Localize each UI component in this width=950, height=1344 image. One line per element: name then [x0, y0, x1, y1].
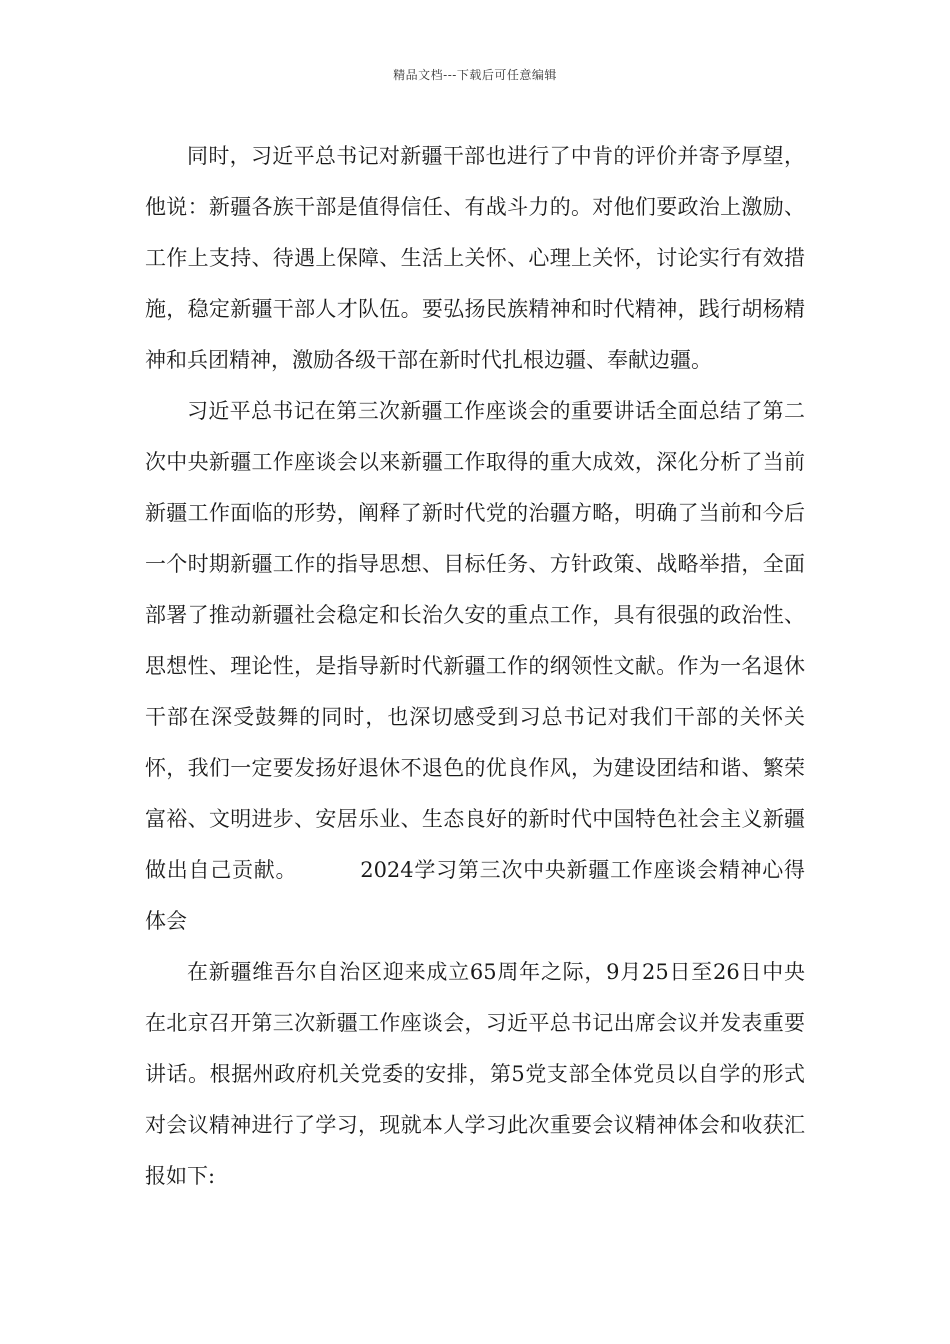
page-header: 精品文档---下载后可任意编辑	[393, 68, 557, 82]
inline-title: 2024学习第三次中央新疆工作座谈会精神心得体会	[145, 858, 805, 933]
paragraph-1: 同时，习近平总书记对新疆干部也进行了中肯的评价并寄予厚望，他说：新疆各族干部是值得信任、有战斗力的。对他们要政治上激励、工作上支持、待遇上保障、生活上关怀、心理上关怀，讨论实行有效措施，稳定新疆干部人才队伍。要弘扬民族精神和时代精神，践行胡杨精神和兵团精神，激励各级干部在新时代扎根边疆、奉献边疆。	[145, 144, 805, 372]
document-body	[145, 131, 805, 1202]
paragraph-3: 在新疆维吾尔自治区迎来成立65周年之际，9月25日至26日中央在北京召开第三次新疆工作座谈会，习近平总书记出席会议并发表重要讲话。根据州政府机关党委的安排，第5党支部全体党员以自学的形式对会议精神进行了学习，现就本人学习此次重要会议精神体会和收获汇报如下:	[145, 960, 805, 1188]
paragraph-2-text: 习近平总书记在第三次新疆工作座谈会的重要讲话全面总结了第二次中央新疆工作座谈会以来新疆工作取得的重大成效，深化分析了当前新疆工作面临的形势，阐释了新时代党的治疆方略，明确了当前和今后一个时期新疆工作的指导思想、目标任务、方针政策、战略举措，全面部署了推动新疆社会稳定和长治久安的重点工作，具有很强的政治性、思想性、理论性，是指导新时代新疆工作的纲领性文献。作为一名退休干部在深受鼓舞的同时，也深切感受到习总书记对我们干部的关怀关怀，我们一定要发扬好退休不退色的优良作风，为建设团结和谐、繁荣富裕、文明进步、安居乐业、生态良好的新时代中国特色社会主义新疆做出自己贡献。	[145, 399, 805, 882]
paragraph-2	[145, 386, 805, 947]
